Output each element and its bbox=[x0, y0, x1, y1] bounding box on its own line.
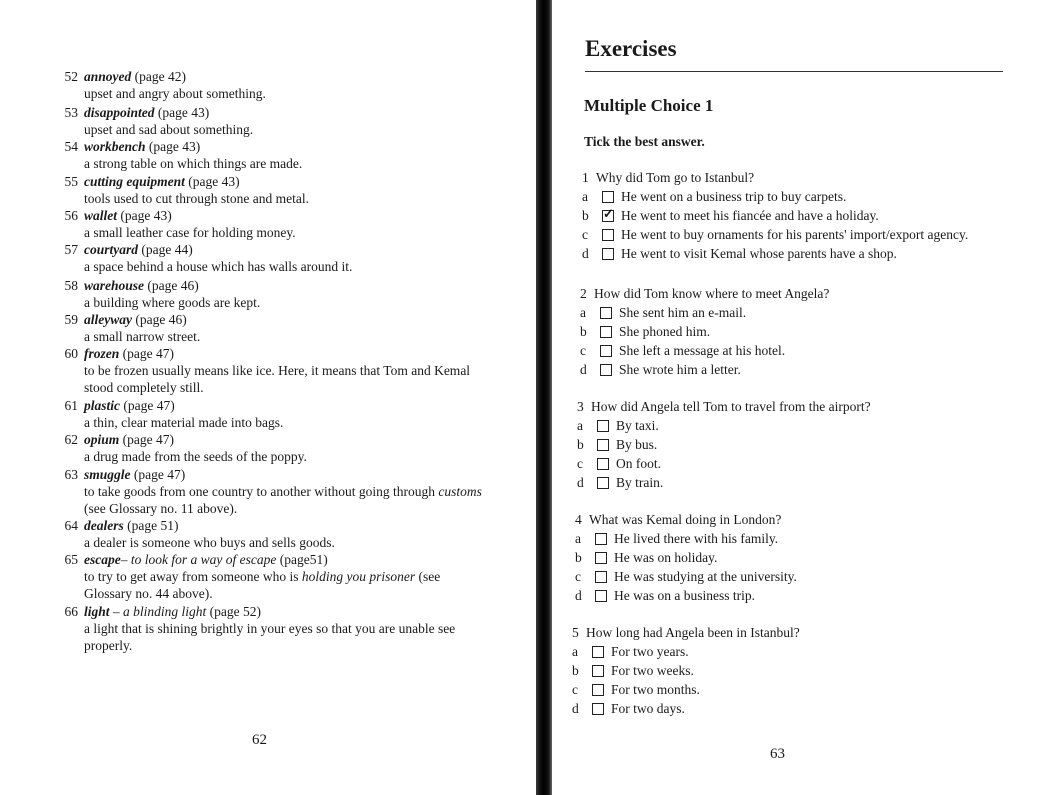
glossary-entry-62 bbox=[50, 431, 484, 465]
option-letter: b bbox=[577, 437, 584, 452]
question-number: 3 bbox=[577, 399, 584, 414]
entry-page-ref: (page 44) bbox=[138, 242, 193, 257]
entry-number: 60 bbox=[64, 346, 78, 361]
answer-checkbox-checked[interactable] bbox=[602, 205, 614, 222]
option-letter: a bbox=[572, 644, 578, 659]
question-3 bbox=[577, 397, 871, 492]
entry-number: 53 bbox=[64, 105, 78, 120]
definition-italic: customs bbox=[438, 484, 482, 499]
entry-number: 64 bbox=[64, 518, 78, 533]
entry-number: 65 bbox=[64, 552, 78, 567]
option-text: He went to meet his fiancée and have a holiday. bbox=[621, 208, 879, 223]
answer-checkbox[interactable] bbox=[600, 345, 612, 357]
answer-checkbox[interactable] bbox=[597, 477, 609, 489]
glossary-entry-59 bbox=[50, 311, 484, 345]
option-row bbox=[582, 206, 968, 225]
entry-definition: upset and angry about something. bbox=[84, 86, 266, 101]
option-text: On foot. bbox=[616, 456, 661, 471]
entry-number: 54 bbox=[64, 139, 78, 154]
entry-term: disappointed bbox=[84, 105, 155, 120]
entry-number: 57 bbox=[64, 242, 78, 257]
option-text: She phoned him. bbox=[619, 324, 711, 339]
entry-definition: upset and sad about something. bbox=[84, 122, 254, 137]
option-text: He went to visit Kemal whose parents have a shop. bbox=[621, 246, 897, 261]
answer-checkbox[interactable] bbox=[595, 533, 607, 545]
option-letter: b bbox=[575, 550, 582, 565]
option-text: By train. bbox=[616, 475, 664, 490]
option-text: She sent him an e-mail. bbox=[619, 305, 747, 320]
entry-page-ref: (page 43) bbox=[154, 105, 210, 120]
answer-checkbox[interactable] bbox=[597, 420, 609, 432]
entry-definition: a drug made from the seeds of the poppy. bbox=[84, 449, 307, 464]
glossary-entry-54 bbox=[50, 138, 484, 172]
definition-italic: holding you prisoner bbox=[301, 569, 416, 584]
question-text: Why did Tom go to Istanbul? bbox=[596, 170, 755, 185]
entry-number: 59 bbox=[64, 312, 78, 327]
option-text: He was on a business trip. bbox=[614, 588, 755, 603]
option-text: By taxi. bbox=[616, 418, 659, 433]
option-row bbox=[580, 341, 829, 360]
option-letter: d bbox=[575, 588, 582, 603]
glossary-entry-58 bbox=[50, 277, 484, 311]
glossary-entry-66 bbox=[50, 603, 484, 654]
answer-checkbox[interactable] bbox=[595, 552, 607, 564]
option-letter: c bbox=[580, 343, 586, 358]
answer-checkbox[interactable] bbox=[602, 191, 614, 203]
option-text: She wrote him a letter. bbox=[619, 362, 741, 377]
option-letter: a bbox=[580, 305, 586, 320]
question-text: How did Tom know where to meet Angela? bbox=[594, 286, 830, 301]
option-row bbox=[572, 661, 800, 680]
answer-checkbox[interactable] bbox=[592, 646, 604, 658]
entry-term-note: – to look for a way of escape bbox=[120, 552, 277, 567]
entry-number: 58 bbox=[64, 278, 78, 293]
entry-term: smuggle bbox=[84, 467, 131, 482]
option-row bbox=[577, 473, 871, 492]
option-row bbox=[577, 435, 871, 454]
entry-number: 62 bbox=[64, 432, 78, 447]
entry-definition bbox=[84, 483, 484, 517]
entry-page-ref: (page 52) bbox=[206, 604, 262, 619]
option-letter: d bbox=[580, 362, 587, 377]
entry-term: courtyard bbox=[84, 242, 138, 257]
entry-term: alleyway bbox=[84, 312, 132, 327]
entry-term: cutting equipment bbox=[84, 174, 185, 189]
option-text: He went to buy ornaments for his parents' import/export agency. bbox=[621, 227, 969, 242]
entry-number: 66 bbox=[64, 604, 78, 619]
glossary-entry-55 bbox=[50, 173, 484, 207]
entry-number: 52 bbox=[64, 69, 78, 84]
instruction: Tick the best answer. bbox=[584, 134, 705, 149]
option-text: By bus. bbox=[616, 437, 658, 452]
exercises-heading: Exercises bbox=[585, 36, 677, 61]
option-text: He lived there with his family. bbox=[614, 531, 779, 546]
glossary-entry-65 bbox=[50, 551, 484, 602]
option-text: For two days. bbox=[611, 701, 685, 716]
section-title: Multiple Choice 1 bbox=[584, 96, 714, 115]
option-text: He went on a business trip to buy carpets. bbox=[621, 189, 847, 204]
option-letter: a bbox=[577, 418, 583, 433]
question-4 bbox=[575, 510, 797, 605]
option-row bbox=[575, 529, 797, 548]
question-2 bbox=[580, 284, 829, 379]
option-text: For two months. bbox=[611, 682, 700, 697]
entry-term: light bbox=[84, 604, 110, 619]
answer-checkbox[interactable] bbox=[602, 248, 614, 260]
entry-term: plastic bbox=[84, 398, 120, 413]
entry-number: 56 bbox=[64, 208, 78, 223]
entry-definition: a thin, clear material made into bags. bbox=[84, 415, 284, 430]
entry-definition: a space behind a house which has walls around it. bbox=[84, 259, 353, 274]
option-letter: a bbox=[575, 531, 581, 546]
option-letter: d bbox=[572, 701, 579, 716]
entry-term: warehouse bbox=[84, 278, 145, 293]
definition-text: (see Glossary no. 11 above). bbox=[84, 501, 238, 516]
entry-definition: a dealer is someone who buys and sells goods. bbox=[84, 535, 335, 550]
option-row bbox=[582, 187, 968, 206]
option-letter: c bbox=[575, 569, 581, 584]
glossary-entry-61 bbox=[50, 397, 484, 431]
entry-definition: a building where goods are kept. bbox=[84, 295, 261, 310]
entry-page-ref: (page 46) bbox=[131, 312, 187, 327]
entry-number: 55 bbox=[64, 174, 78, 189]
option-row bbox=[577, 416, 871, 435]
entry-definition: to be frozen usually means like ice. Here, it means that Tom and Kemal stood completely still. bbox=[84, 363, 471, 395]
option-text: She left a message at his hotel. bbox=[619, 343, 786, 358]
glossary-entry-63 bbox=[50, 466, 484, 517]
entry-page-ref: (page 43) bbox=[117, 208, 172, 223]
answer-checkbox[interactable] bbox=[597, 439, 609, 451]
entry-number: 61 bbox=[64, 398, 78, 413]
entry-term-note: – a blinding light bbox=[109, 604, 207, 619]
answer-checkbox[interactable] bbox=[602, 229, 614, 241]
glossary-entry-52 bbox=[50, 68, 484, 102]
book-spine bbox=[536, 0, 552, 795]
option-row bbox=[572, 699, 800, 718]
question-1 bbox=[582, 168, 968, 263]
entry-definition: a light that is shining brightly in your eyes so that you are unable see properly. bbox=[84, 621, 456, 653]
question-number: 2 bbox=[580, 286, 587, 301]
option-row bbox=[580, 322, 829, 341]
definition-text: (see Glossary no. 44 above). bbox=[84, 569, 441, 601]
option-row bbox=[575, 548, 797, 567]
glossary-entry-57 bbox=[50, 241, 484, 275]
question-text: What was Kemal doing in London? bbox=[589, 512, 782, 527]
option-letter: c bbox=[582, 227, 588, 242]
page-number: 63 bbox=[770, 746, 785, 762]
page-number: 62 bbox=[252, 732, 267, 748]
question-number: 1 bbox=[582, 170, 589, 185]
option-row bbox=[575, 567, 797, 586]
entry-definition: a strong table on which things are made. bbox=[84, 156, 303, 171]
option-row bbox=[572, 680, 800, 699]
option-row bbox=[577, 454, 871, 473]
tick-icon: ✓ bbox=[603, 205, 614, 221]
entry-page-ref: (page51) bbox=[276, 552, 328, 567]
right-page bbox=[552, 0, 1040, 795]
answer-checkbox[interactable] bbox=[592, 684, 604, 696]
option-row bbox=[572, 642, 800, 661]
option-letter: d bbox=[577, 475, 584, 490]
entry-page-ref: (page 47) bbox=[119, 346, 174, 361]
entry-term: wallet bbox=[84, 208, 117, 223]
option-text: He was studying at the university. bbox=[614, 569, 797, 584]
definition-text: to try to get away from someone who is bbox=[84, 569, 302, 584]
heading-rule bbox=[585, 71, 1003, 72]
answer-checkbox[interactable] bbox=[592, 665, 604, 677]
glossary-entry-56 bbox=[50, 207, 484, 241]
answer-checkbox[interactable] bbox=[595, 571, 607, 583]
option-text: He was on holiday. bbox=[614, 550, 718, 565]
option-letter: c bbox=[572, 682, 578, 697]
entry-term: dealers bbox=[84, 518, 124, 533]
glossary-entry-64 bbox=[50, 517, 484, 551]
option-row bbox=[580, 303, 829, 322]
option-letter: b bbox=[582, 208, 589, 223]
entry-definition: a small leather case for holding money. bbox=[84, 225, 296, 240]
definition-text: to take goods from one country to another without going through bbox=[84, 484, 439, 499]
answer-checkbox[interactable] bbox=[600, 364, 612, 376]
entry-definition bbox=[84, 568, 484, 602]
entry-term: opium bbox=[84, 432, 120, 447]
option-text: For two weeks. bbox=[611, 663, 694, 678]
entry-number: 63 bbox=[64, 467, 78, 482]
entry-term: annoyed bbox=[84, 69, 132, 84]
entry-page-ref: (page 47) bbox=[120, 398, 175, 413]
question-number: 4 bbox=[575, 512, 582, 527]
question-5 bbox=[572, 623, 800, 718]
answer-checkbox[interactable] bbox=[600, 326, 612, 338]
answer-checkbox[interactable] bbox=[600, 307, 612, 319]
question-number: 5 bbox=[572, 625, 579, 640]
entry-page-ref: (page 47) bbox=[130, 467, 186, 482]
glossary-entry-60 bbox=[50, 345, 484, 396]
answer-checkbox[interactable] bbox=[597, 458, 609, 470]
entry-page-ref: (page 43) bbox=[184, 174, 240, 189]
entry-definition: tools used to cut through stone and metal. bbox=[84, 191, 309, 206]
entry-term: frozen bbox=[84, 346, 120, 361]
entry-page-ref: (page 47) bbox=[119, 432, 174, 447]
option-row bbox=[582, 225, 968, 244]
option-text: For two years. bbox=[611, 644, 689, 659]
entry-term: workbench bbox=[84, 139, 146, 154]
question-text: How did Angela tell Tom to travel from the airport? bbox=[591, 399, 871, 414]
answer-checkbox[interactable] bbox=[595, 590, 607, 602]
entry-term: escape bbox=[84, 552, 121, 567]
glossary-entry-53 bbox=[50, 104, 484, 138]
option-row bbox=[580, 360, 829, 379]
option-row bbox=[582, 244, 968, 263]
option-letter: c bbox=[577, 456, 583, 471]
entry-page-ref: (page 51) bbox=[123, 518, 179, 533]
entry-page-ref: (page 42) bbox=[131, 69, 186, 84]
question-text: How long had Angela been in Istanbul? bbox=[586, 625, 800, 640]
option-row bbox=[575, 586, 797, 605]
option-letter: d bbox=[582, 246, 589, 261]
option-letter: a bbox=[582, 189, 588, 204]
answer-checkbox[interactable] bbox=[592, 703, 604, 715]
option-letter: b bbox=[580, 324, 587, 339]
option-letter: b bbox=[572, 663, 579, 678]
entry-page-ref: (page 46) bbox=[144, 278, 199, 293]
entry-definition: a small narrow street. bbox=[84, 329, 201, 344]
entry-page-ref: (page 43) bbox=[145, 139, 201, 154]
